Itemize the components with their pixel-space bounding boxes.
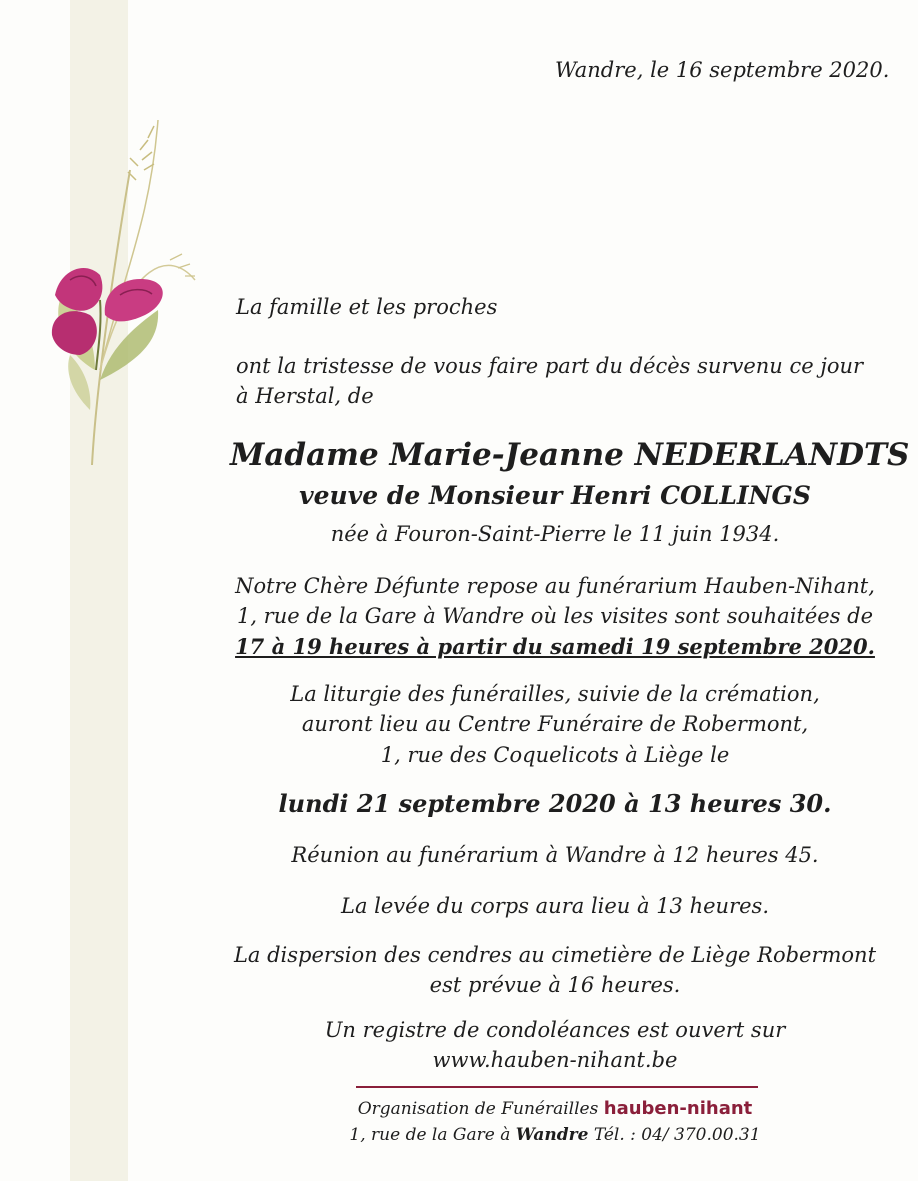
reunion-line: Réunion au funérarium à Wandre à 12 heures 45. xyxy=(291,843,819,867)
visit-line-1: Notre Chère Défunte repose au funérarium Hauben-Nihant, xyxy=(235,574,875,598)
register-url[interactable]: www.hauben-nihant.be xyxy=(432,1048,678,1072)
announce-line-1: ont la tristesse de vous faire part du décès survenu ce jour xyxy=(236,354,864,378)
dispersion-line-2: est prévue à 16 heures. xyxy=(429,973,681,997)
register-line: Un registre de condoléances est ouvert sur xyxy=(324,1018,786,1042)
address-prefix: 1, rue de la Gare à xyxy=(349,1125,511,1145)
family-line: La famille et les proches xyxy=(236,295,498,319)
birth-line: née à Fouron-Saint-Pierre le 11 juin 1934. xyxy=(330,522,780,546)
ceremony-line-3: 1, rue des Coquelicots à Liège le xyxy=(380,743,730,767)
levee-line: La levée du corps aura lieu à 13 heures. xyxy=(341,894,769,918)
address-town: Wandre xyxy=(515,1125,589,1145)
ceremony-datetime: lundi 21 septembre 2020 à 13 heures 30. xyxy=(278,789,832,818)
calla-lily-illustration xyxy=(30,110,210,470)
footer-org xyxy=(230,1100,880,1118)
announce-line-2: à Herstal, de xyxy=(236,384,374,408)
date-line: Wandre, le 16 septembre 2020. xyxy=(555,58,890,82)
dispersion-line-1: La dispersion des cendres au cimetière de Liège Robermont xyxy=(233,943,877,967)
visit-hours: 17 à 19 heures à partir du samedi 19 septembre 2020. xyxy=(235,634,875,659)
brand-logo: hauben-nihant xyxy=(603,1098,753,1119)
ceremony-line-2: auront lieu au Centre Funéraire de Robermont, xyxy=(301,712,809,736)
widow-of-line: veuve de Monsieur Henri COLLINGS xyxy=(299,481,811,510)
footer-address xyxy=(230,1127,880,1144)
org-label: Organisation de Funérailles xyxy=(357,1099,599,1119)
deceased-name: Madame Marie-Jeanne NEDERLANDTS xyxy=(230,437,910,473)
ceremony-line-1: La liturgie des funérailles, suivie de la crémation, xyxy=(290,682,820,706)
footer-divider xyxy=(356,1086,758,1088)
visit-line-2: 1, rue de la Gare à Wandre où les visites sont souhaitées de xyxy=(236,604,874,628)
phone: Tél. : 04/ 370.00.31 xyxy=(593,1125,761,1145)
